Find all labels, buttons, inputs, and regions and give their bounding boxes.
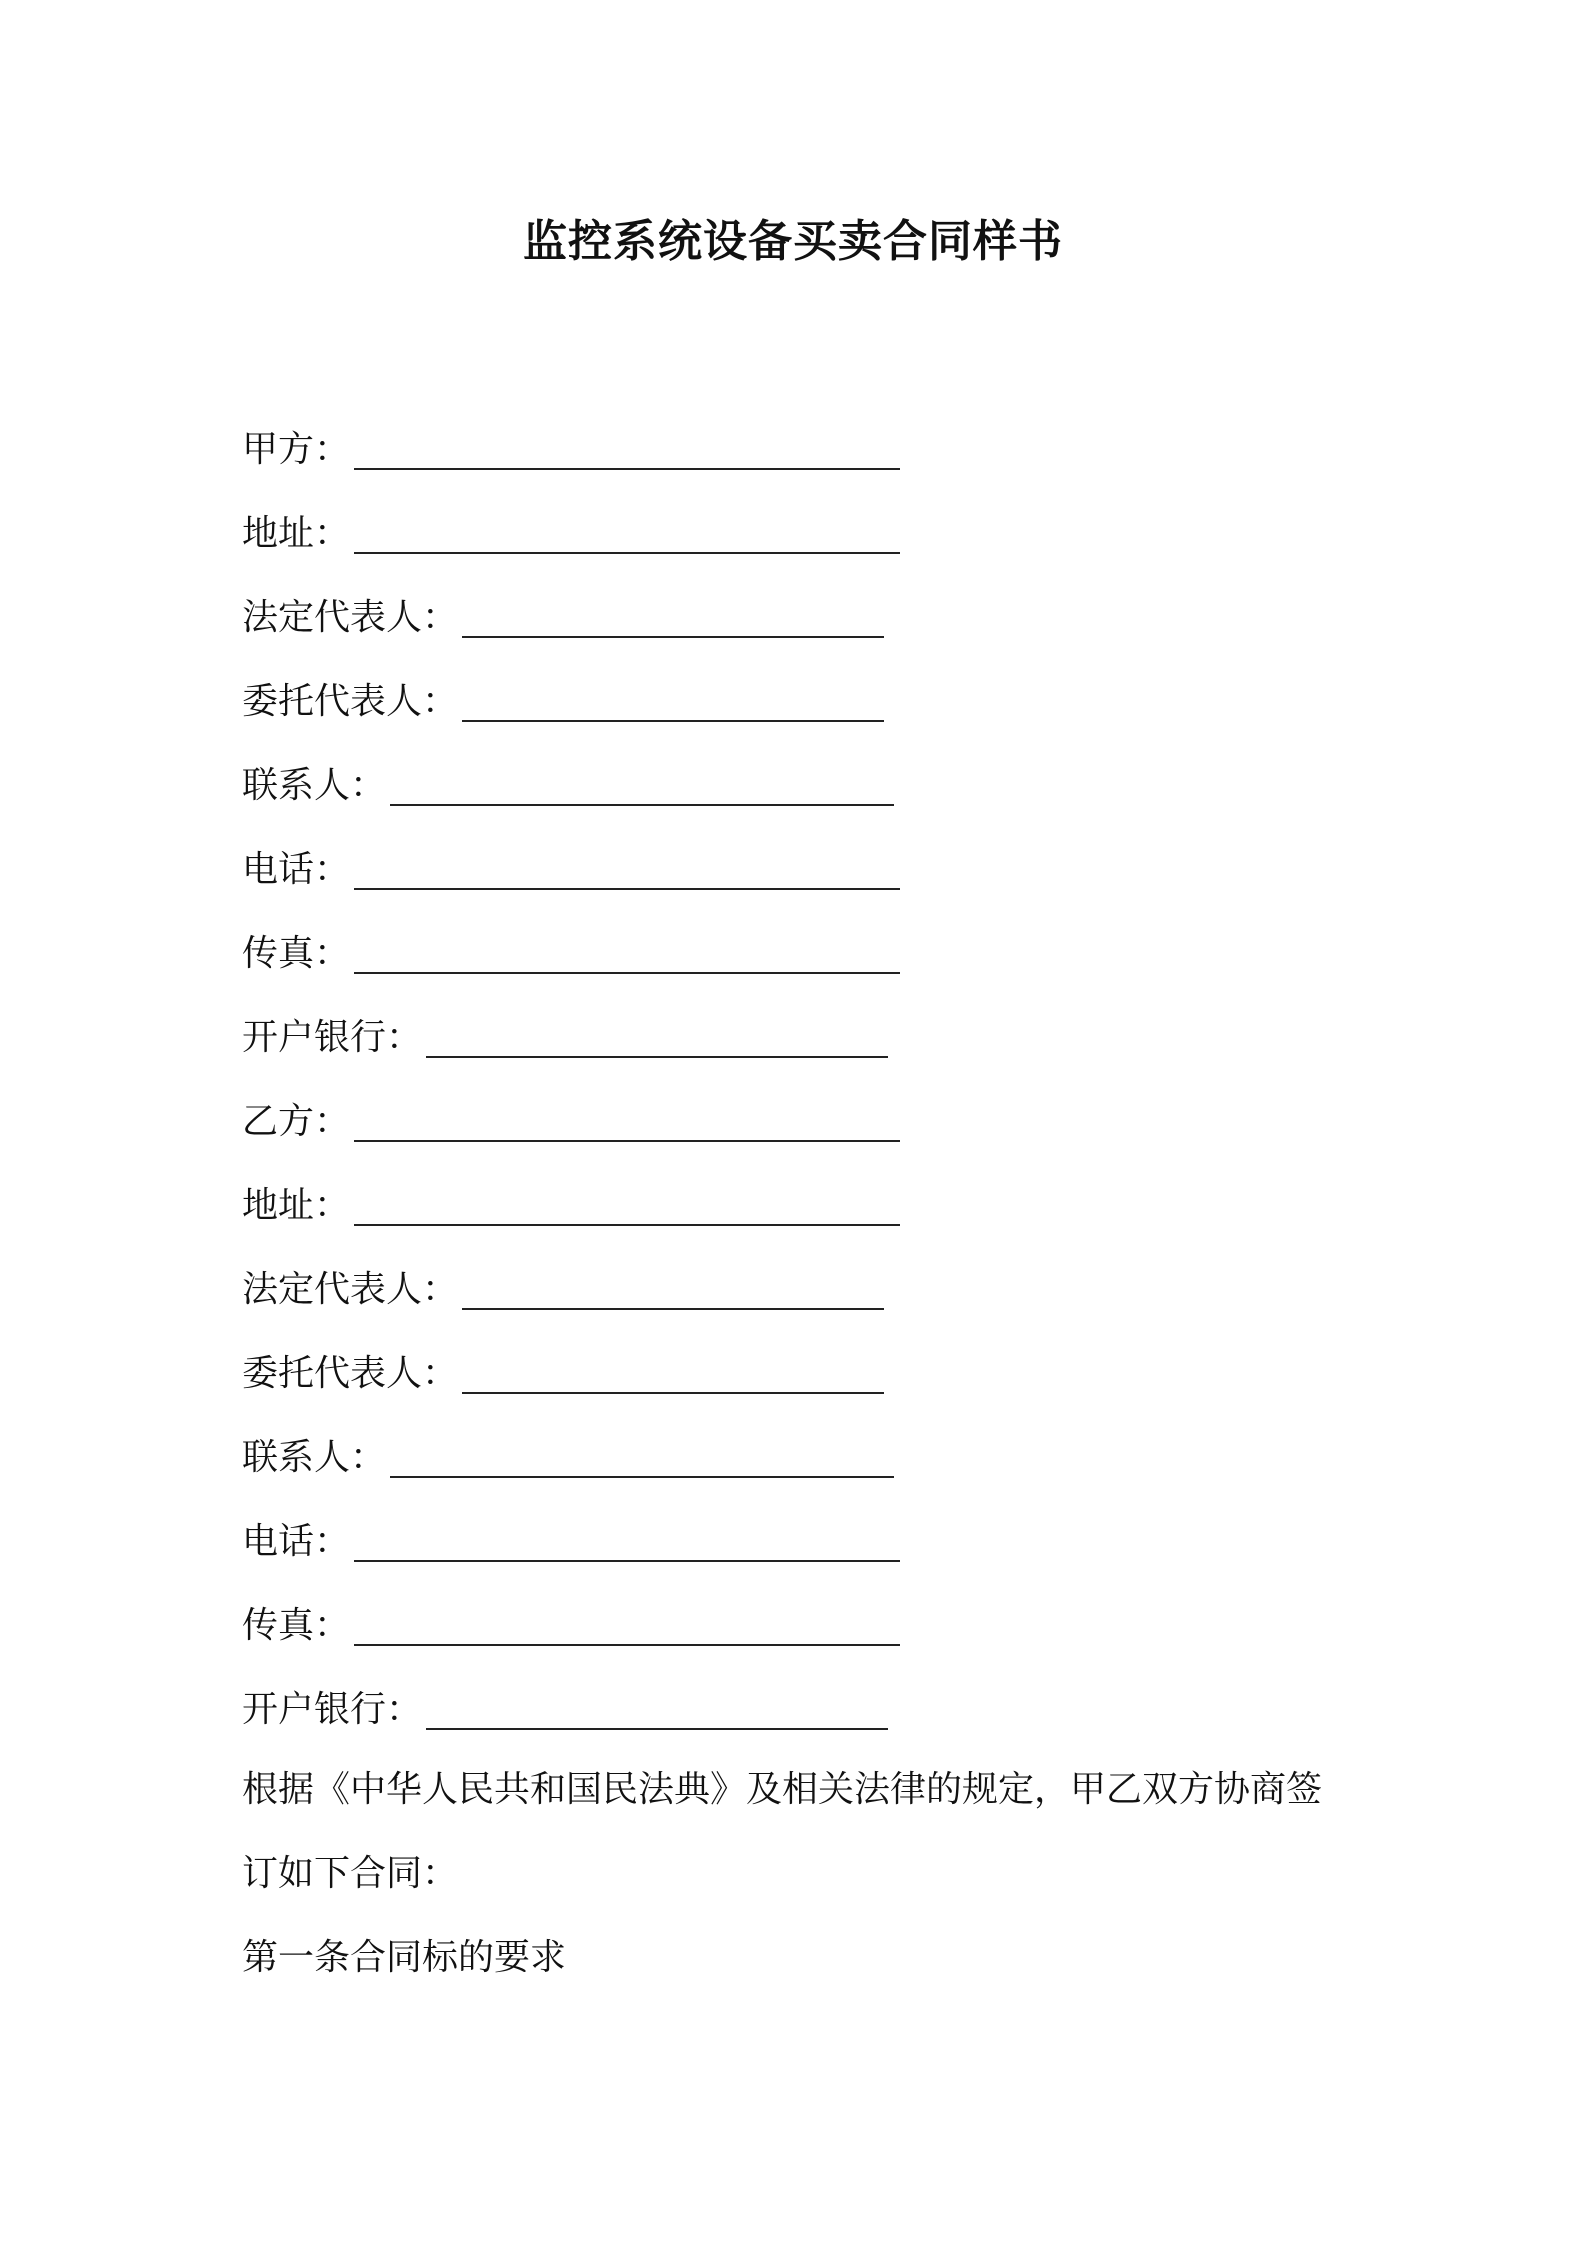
party-a-name-field xyxy=(242,408,1422,492)
fill-in-blank xyxy=(354,1224,900,1226)
fill-in-blank xyxy=(462,720,884,722)
field-label: 传真： xyxy=(242,933,351,974)
fill-in-blank xyxy=(462,636,884,638)
field-label: 甲方： xyxy=(242,429,351,470)
fill-in-blank xyxy=(354,552,900,554)
fill-in-blank xyxy=(354,1140,900,1142)
field-label: 开户银行： xyxy=(242,1017,423,1058)
field-label: 法定代表人： xyxy=(242,1269,459,1310)
field-label: 地址： xyxy=(242,1185,351,1226)
field-label: 乙方： xyxy=(242,1101,351,1142)
party-field-list xyxy=(242,408,1422,1752)
party-a-fax-field xyxy=(242,912,1422,996)
fill-in-blank xyxy=(354,1644,900,1646)
fill-in-blank xyxy=(462,1308,884,1310)
document-title: 监控系统设备买卖合同样书 xyxy=(523,216,1063,267)
intro-paragraph-line: 根据《中华人民共和国民法典》及相关法律的规定，甲乙双方协商签 xyxy=(242,1769,1323,1810)
field-label: 传真： xyxy=(242,1605,351,1646)
fill-in-blank xyxy=(390,1476,894,1478)
party-b-authorized-rep-field xyxy=(242,1332,1422,1416)
intro-paragraph-line: 订如下合同： xyxy=(242,1853,459,1894)
field-label: 电话： xyxy=(242,849,351,890)
field-label: 联系人： xyxy=(242,1437,387,1478)
fill-in-blank xyxy=(390,804,894,806)
field-label: 委托代表人： xyxy=(242,1353,459,1394)
fill-in-blank xyxy=(354,888,900,890)
fill-in-blank xyxy=(426,1728,888,1730)
fill-in-blank xyxy=(354,1560,900,1562)
party-b-legal-rep-field xyxy=(242,1248,1422,1332)
party-b-bank-field xyxy=(242,1668,1422,1752)
party-a-phone-field xyxy=(242,828,1422,912)
party-b-phone-field xyxy=(242,1500,1422,1584)
party-a-legal-rep-field xyxy=(242,576,1422,660)
field-label: 法定代表人： xyxy=(242,597,459,638)
party-b-fax-field xyxy=(242,1584,1422,1668)
party-b-contact-field xyxy=(242,1416,1422,1500)
field-label: 电话： xyxy=(242,1521,351,1562)
fill-in-blank xyxy=(462,1392,884,1394)
fill-in-blank xyxy=(354,468,900,470)
party-a-address-field xyxy=(242,492,1422,576)
party-a-contact-field xyxy=(242,744,1422,828)
field-label: 地址： xyxy=(242,513,351,554)
fill-in-blank xyxy=(354,972,900,974)
field-label: 委托代表人： xyxy=(242,681,459,722)
contract-body xyxy=(242,1748,1362,2000)
fill-in-blank xyxy=(426,1056,888,1058)
party-a-authorized-rep-field xyxy=(242,660,1422,744)
field-label: 联系人： xyxy=(242,765,387,806)
article-1-heading: 第一条合同标的要求 xyxy=(242,1937,567,1978)
party-a-bank-field xyxy=(242,996,1422,1080)
party-b-name-field xyxy=(242,1080,1422,1164)
party-b-address-field xyxy=(242,1164,1422,1248)
field-label: 开户银行： xyxy=(242,1689,423,1730)
